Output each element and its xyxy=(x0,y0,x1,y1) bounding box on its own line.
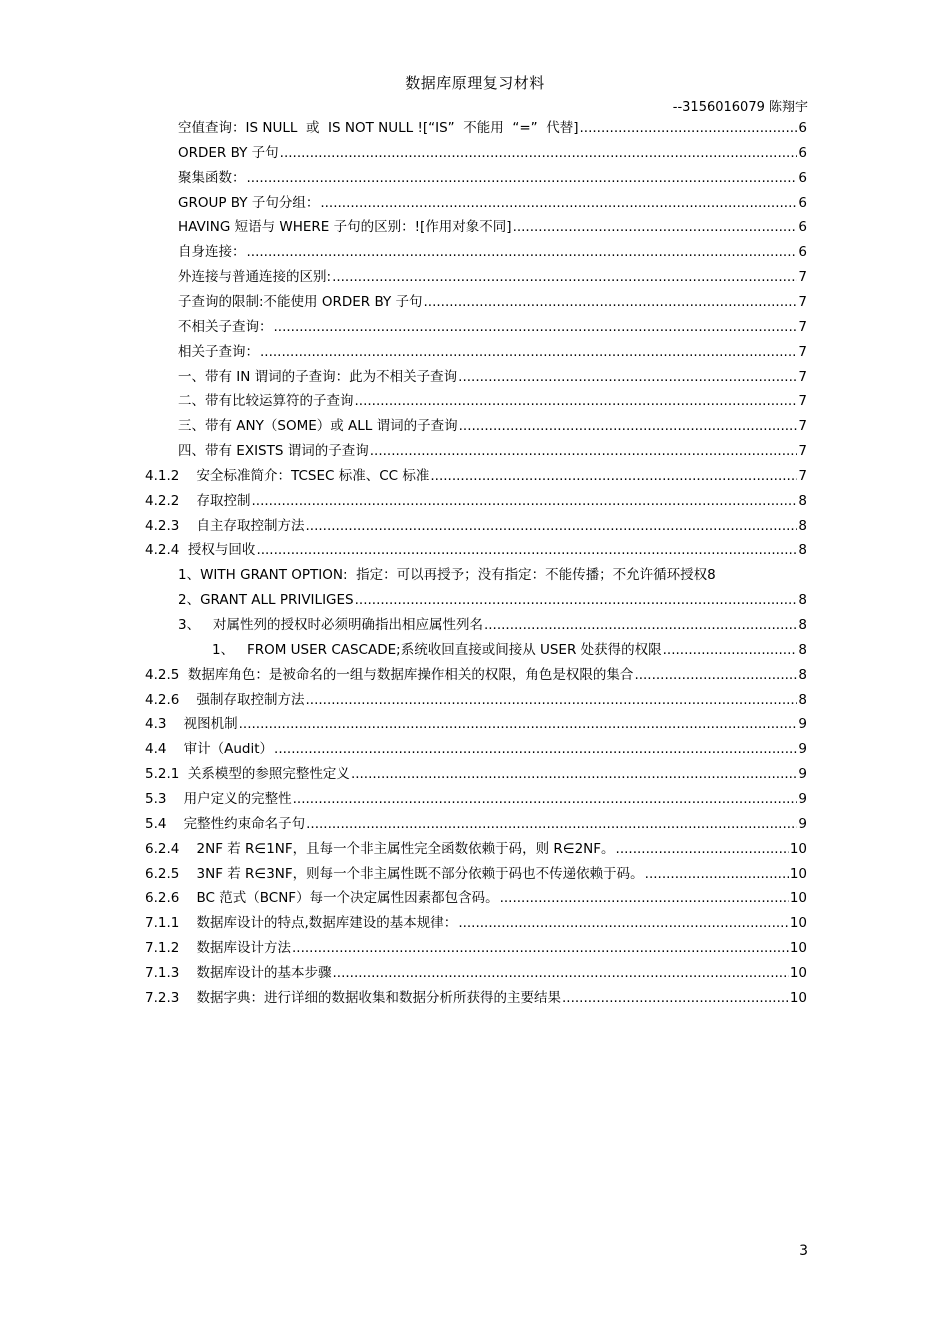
toc-entry[interactable] xyxy=(145,787,807,812)
toc-entry-page: 6 xyxy=(798,120,807,136)
toc-entry-title: 子查询的限制:不能使用 ORDER BY 子句 xyxy=(178,293,423,310)
toc-entry-page: 7 xyxy=(798,318,807,335)
toc-leader-dots xyxy=(332,265,797,290)
toc-entry-title: 4.2.6 强制存取控制方法 xyxy=(145,691,305,708)
toc-entry-title: 1、WITH GRANT OPTION: 指定：可以再授予；没有指定：不能传播；不允许循环授权 xyxy=(178,567,708,584)
toc-entry-page: 7 xyxy=(798,393,807,410)
toc-entry[interactable] xyxy=(145,737,807,762)
toc-entry[interactable] xyxy=(178,116,807,141)
toc-entry-title: 7.1.3 数据库设计的基本步骤 xyxy=(145,964,332,981)
toc-entry[interactable] xyxy=(178,191,807,216)
toc-leader-dots xyxy=(247,166,798,191)
toc-entry-page: 10 xyxy=(789,940,807,957)
toc-entry[interactable] xyxy=(145,514,807,539)
toc-leader-dots xyxy=(562,986,789,1011)
toc-entry[interactable] xyxy=(145,961,807,986)
toc-entry-page: 8 xyxy=(798,492,807,509)
toc-leader-dots xyxy=(239,712,798,737)
toc-entry-page: 7 xyxy=(798,418,807,435)
toc-entry[interactable] xyxy=(178,315,807,340)
toc-leader-dots xyxy=(458,365,797,390)
toc-entry-page: 6 xyxy=(798,244,807,261)
toc-entry-page: 10 xyxy=(789,840,807,857)
toc-leader-dots xyxy=(355,588,798,613)
toc-entry[interactable] xyxy=(145,911,807,936)
toc-entry-page: 8 xyxy=(798,517,807,534)
toc-entry[interactable] xyxy=(145,812,807,837)
toc-entry-title: ORDER BY 子句 xyxy=(178,144,279,161)
toc-entry[interactable] xyxy=(178,588,807,613)
toc-entry-title: 聚集函数： xyxy=(178,169,246,186)
toc-entry-title: 一、带有 IN 谓词的子查询：此为不相关子查询 xyxy=(178,368,458,385)
toc-entry-title: 二、带有比较运算符的子查询 xyxy=(178,393,354,410)
toc-entry[interactable] xyxy=(178,389,807,414)
toc-entry-page: 8 xyxy=(798,641,807,658)
toc-leader-dots xyxy=(260,340,797,365)
toc-entry-page: 7 xyxy=(798,368,807,385)
toc-leader-dots xyxy=(459,414,798,439)
toc-entry[interactable] xyxy=(178,340,807,365)
toc-leader-dots xyxy=(513,215,798,240)
toc-leader-dots xyxy=(306,812,797,837)
toc-entry-title: 7.1.1 数据库设计的特点,数据库建设的基本规律： xyxy=(145,915,458,932)
toc-entry-title: 三、带有 ANY（SOME）或 ALL 谓词的子查询 xyxy=(178,418,458,435)
toc-leader-dots xyxy=(333,961,789,986)
toc-entry-page: 10 xyxy=(789,865,807,882)
toc-entry[interactable] xyxy=(145,762,807,787)
toc-entry-title: 5.4 完整性约束命名子句 xyxy=(145,815,306,832)
toc-leader-dots xyxy=(484,613,797,638)
toc-entry-page: 9 xyxy=(798,815,807,832)
toc-entry-page: 8 xyxy=(798,542,807,559)
toc-entry-page: 9 xyxy=(798,741,807,758)
toc-entry[interactable] xyxy=(145,712,807,737)
toc-entry-page: 7 xyxy=(798,467,807,484)
toc-leader-dots xyxy=(252,489,798,514)
toc-entry-page: 9 xyxy=(798,766,807,783)
toc-entry-title: 4.1.2 安全标准简介：TCSEC 标准、CC 标准 xyxy=(145,467,430,484)
toc-entry[interactable] xyxy=(178,265,807,290)
toc-entry-page: 6 xyxy=(798,194,807,211)
toc-entry-title: 不相关子查询： xyxy=(178,318,273,335)
toc-entry-title: 5.2.1 关系模型的参照完整性定义 xyxy=(145,766,350,783)
toc-entry-title: 相关子查询： xyxy=(178,343,259,360)
toc-leader-dots xyxy=(616,837,789,862)
toc-entry-page: 8 xyxy=(798,691,807,708)
toc-entry-page: 7 xyxy=(798,343,807,360)
toc-entry-page: 6 xyxy=(798,219,807,236)
toc-entry[interactable] xyxy=(145,986,807,1011)
toc-leader-dots xyxy=(256,538,797,563)
toc-leader-dots xyxy=(579,116,797,141)
toc-entry-title: 7.1.2 数据库设计方法 xyxy=(145,940,292,957)
toc-entry[interactable] xyxy=(145,489,807,514)
toc-entry-title: 4.3 视图机制 xyxy=(145,716,238,733)
toc-entry-title: 6.2.5 3NF 若 R∈3NF，则每一个非主属性既不部分依赖于码也不传递依赖于码。 xyxy=(145,865,644,882)
toc-entry-page: 10 xyxy=(789,890,807,907)
toc-entry[interactable] xyxy=(178,215,807,240)
toc-entry[interactable] xyxy=(178,613,807,638)
toc-entry[interactable] xyxy=(178,365,807,390)
toc-entry-title: HAVING 短语与 WHERE 子句的区别：![作用对象不同] xyxy=(178,219,512,236)
toc-entry[interactable] xyxy=(178,439,807,464)
toc-entry[interactable] xyxy=(178,290,807,315)
toc-entry-title: 1、 FROM USER CASCADE;系统收回直接或间接从 USER 处获得的权限 xyxy=(212,641,662,658)
toc-leader-dots xyxy=(355,389,798,414)
toc-entry[interactable] xyxy=(145,862,807,887)
author-line: --3156016079 陈翔宇 xyxy=(672,100,808,115)
toc-entry[interactable] xyxy=(145,837,807,862)
toc-leader-dots xyxy=(351,762,797,787)
toc-entry-title: 四、带有 EXISTS 谓词的子查询 xyxy=(178,443,369,460)
toc-entry-page: 6 xyxy=(798,144,807,161)
document-title: 数据库原理复习材料 xyxy=(405,74,545,92)
toc-leader-dots xyxy=(663,638,798,663)
toc-entry-page: 8 xyxy=(798,592,807,609)
toc-entry[interactable] xyxy=(212,638,807,663)
toc-leader-dots xyxy=(306,688,798,713)
toc-leader-dots xyxy=(458,911,789,936)
toc-entry-page: 9 xyxy=(798,716,807,733)
toc-leader-dots xyxy=(500,886,789,911)
toc-leader-dots xyxy=(634,663,797,688)
toc-entry-page: 7 xyxy=(798,293,807,310)
toc-entry[interactable] xyxy=(178,240,807,265)
toc-entry[interactable] xyxy=(178,414,807,439)
toc-entry-title: 4.2.3 自主存取控制方法 xyxy=(145,517,305,534)
toc-entry-page: 7 xyxy=(798,443,807,460)
toc-entry-page: 10 xyxy=(789,964,807,981)
toc-entry-page: 8 xyxy=(707,567,716,584)
toc-entry[interactable] xyxy=(145,464,807,489)
toc-entry-title: 7.2.3 数据字典：进行详细的数据收集和数据分析所获得的主要结果 xyxy=(145,989,562,1006)
toc-leader-dots xyxy=(430,464,797,489)
toc-leader-dots xyxy=(280,141,798,166)
toc-leader-dots xyxy=(292,936,789,961)
toc-entry[interactable] xyxy=(145,538,807,563)
toc-leader-dots xyxy=(274,315,798,340)
toc-entry-title: GROUP BY 子句分组： xyxy=(178,194,320,211)
page-number: 3 xyxy=(799,1243,808,1259)
toc-entry-page: 6 xyxy=(798,169,807,186)
toc-entry-title: 自身连接： xyxy=(178,244,246,261)
toc-entry[interactable] xyxy=(145,936,807,961)
toc-entry-page: 10 xyxy=(789,989,807,1006)
toc-leader-dots xyxy=(320,191,797,216)
toc-entry-title: 4.4 审计（Audit） xyxy=(145,741,274,758)
toc-leader-dots xyxy=(293,787,798,812)
toc-entry[interactable] xyxy=(145,688,807,713)
toc-leader-dots xyxy=(247,240,798,265)
toc-entry[interactable] xyxy=(178,166,807,191)
toc-leader-dots xyxy=(274,737,797,762)
toc-entry-title: 4.2.4 授权与回收 xyxy=(145,542,256,559)
toc-entry-title: 空值查询：IS NULL 或 IS NOT NULL ![“IS” 不能用 “=” 代替] xyxy=(178,120,579,136)
toc-leader-dots xyxy=(306,514,798,539)
toc-entry-page: 9 xyxy=(798,790,807,807)
toc-leader-dots xyxy=(424,290,798,315)
toc-entry[interactable] xyxy=(145,663,807,688)
toc-entry-page: 10 xyxy=(789,915,807,932)
toc-entry-title: 5.3 用户定义的完整性 xyxy=(145,790,292,807)
toc-leader-dots xyxy=(645,862,789,887)
toc-entry-title: 6.2.6 BC 范式（BCNF）每一个决定属性因素都包含码。 xyxy=(145,890,499,907)
toc-entry-title: 4.2.5 数据库角色：是被命名的一组与数据库操作相关的权限，角色是权限的集合 xyxy=(145,666,634,683)
toc-entry[interactable] xyxy=(145,886,807,911)
toc-entry-title: 2、GRANT ALL PRIVILIGES xyxy=(178,592,354,609)
toc-entry-page: 8 xyxy=(798,666,807,683)
toc-entry[interactable] xyxy=(178,141,807,166)
toc-leader-dots xyxy=(370,439,798,464)
toc-entry-title: 4.2.2 存取控制 xyxy=(145,492,251,509)
toc-entry-page: 8 xyxy=(798,617,807,633)
toc-entry-title: 6.2.4 2NF 若 R∈1NF，且每一个非主属性完全函数依赖于码，则 R∈2NF。 xyxy=(145,840,615,857)
toc-entry-page: 7 xyxy=(798,269,807,286)
toc-entry[interactable] xyxy=(178,563,807,588)
toc-entry-title: 外连接与普通连接的区别: xyxy=(178,269,332,286)
toc-entry-title: 3、 对属性列的授权时必须明确指出相应属性列名 xyxy=(178,617,483,633)
